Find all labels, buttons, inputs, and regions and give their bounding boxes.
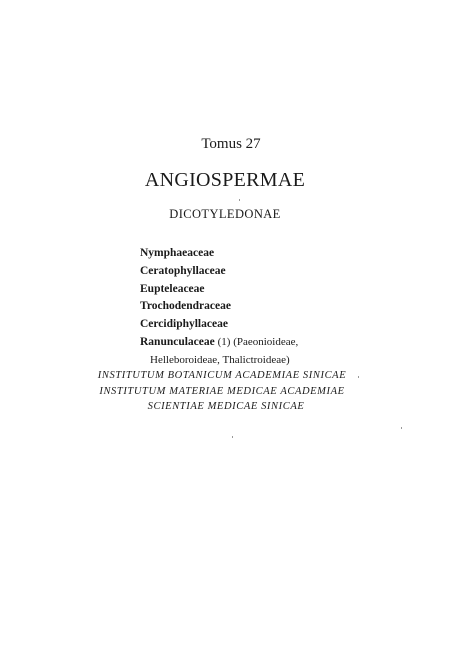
family-note: (1) (Paeonioideae, <box>217 335 299 348</box>
family-list <box>140 245 298 370</box>
scan-speck <box>232 436 233 438</box>
scan-speck <box>358 376 359 378</box>
family-name: Trochodendraceae <box>140 300 231 313</box>
institution-line: SCIENTIAE MEDICAE SINICAE <box>147 401 305 412</box>
family-item <box>140 263 298 281</box>
series-title: ANGIOSPERMAE <box>144 169 306 191</box>
family-name: Ceratophyllaceae <box>140 264 226 277</box>
subclass-title: DICOTYLEDONAE <box>169 207 281 221</box>
family-name: Nymphaeaceae <box>140 247 215 259</box>
institution-line: INSTITUTUM MATERIAE MEDICAE ACADEMIAE <box>99 385 345 397</box>
scan-speck <box>239 199 240 201</box>
institution-line: INSTITUTUM BOTANICUM ACADEMIAE SINICAE <box>97 370 347 381</box>
family-item <box>140 334 298 370</box>
family-item <box>140 316 298 334</box>
family-item <box>140 245 298 263</box>
institutions-block <box>0 368 450 415</box>
family-note-continuation: Helleboroideae, Thalictroideae) <box>150 353 290 366</box>
volume-number: Tomus 27 <box>201 136 261 152</box>
family-name: Cercidiphyllaceae <box>140 318 228 331</box>
family-item <box>140 298 298 316</box>
family-item <box>140 281 298 299</box>
scan-speck <box>401 427 402 429</box>
family-name: Ranunculaceae <box>140 335 215 348</box>
family-name: Eupteleaceae <box>140 282 205 295</box>
